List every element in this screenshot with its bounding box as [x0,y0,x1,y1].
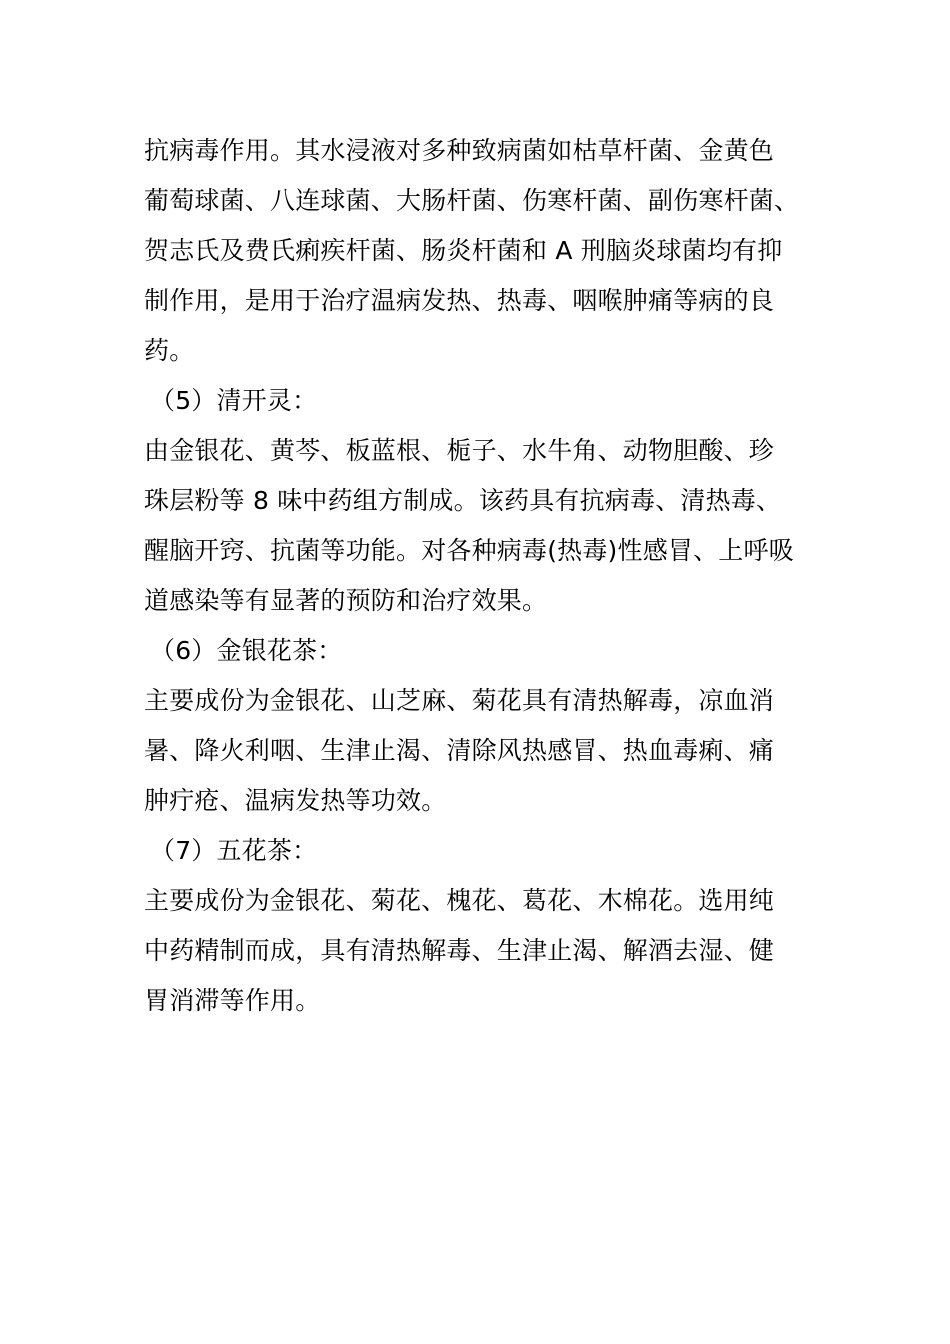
paragraph-line: 胃消滞等作用。 [144,986,321,1015]
body-text [144,126,814,1026]
section-heading: （5）清开灵： [150,386,318,415]
paragraph-line: 中药精制而成，具有清热解毒、生津止渴、解酒去湿、健 [144,936,775,965]
paragraph-line: 葡萄球菌、八连球菌、大肠杆菌、伤寒杆菌、副伤寒杆菌、 [144,186,800,215]
paragraph-line: 抗病毒作用。其水浸液对多种致病菌如枯草杆菌、金黄色 [144,136,775,165]
paragraph-line: 道感染等有显著的预防和治疗效果。 [144,586,548,615]
paragraph-line: 由金银花、黄芩、板蓝根、栀子、水牛角、动物胆酸、珍 [144,436,775,465]
section-heading: （7）五花茶： [150,836,318,865]
paragraph-line: 珠层粉等 8 味中药组方制成。该药具有抗病毒、清热毒、 [144,486,782,515]
paragraph-line: 主要成份为金银花、山芝麻、菊花具有清热解毒，凉血消 [144,686,775,715]
paragraph-line: 制作用，是用于治疗温病发热、热毒、咽喉肿痛等病的良 [144,286,775,315]
paragraph-line: 醒脑开窍、抗菌等功能。对各种病毒(热毒)性感冒、上呼吸 [144,536,794,565]
paragraph-line: 主要成份为金银花、菊花、槐花、葛花、木棉花。选用纯 [144,886,775,915]
paragraph-line: 贺志氏及费氏痢疾杆菌、肠炎杆菌和 A 刑脑炎球菌均有抑 [144,236,783,265]
section-heading: （6）金银花茶： [150,636,343,665]
paragraph-line: 药。 [144,336,195,365]
paragraph-line: 暑、降火利咽、生津止渴、清除风热感冒、热血毒痢、痛 [144,736,775,765]
paragraph-line: 肿疔疮、温病发热等功效。 [144,786,447,815]
